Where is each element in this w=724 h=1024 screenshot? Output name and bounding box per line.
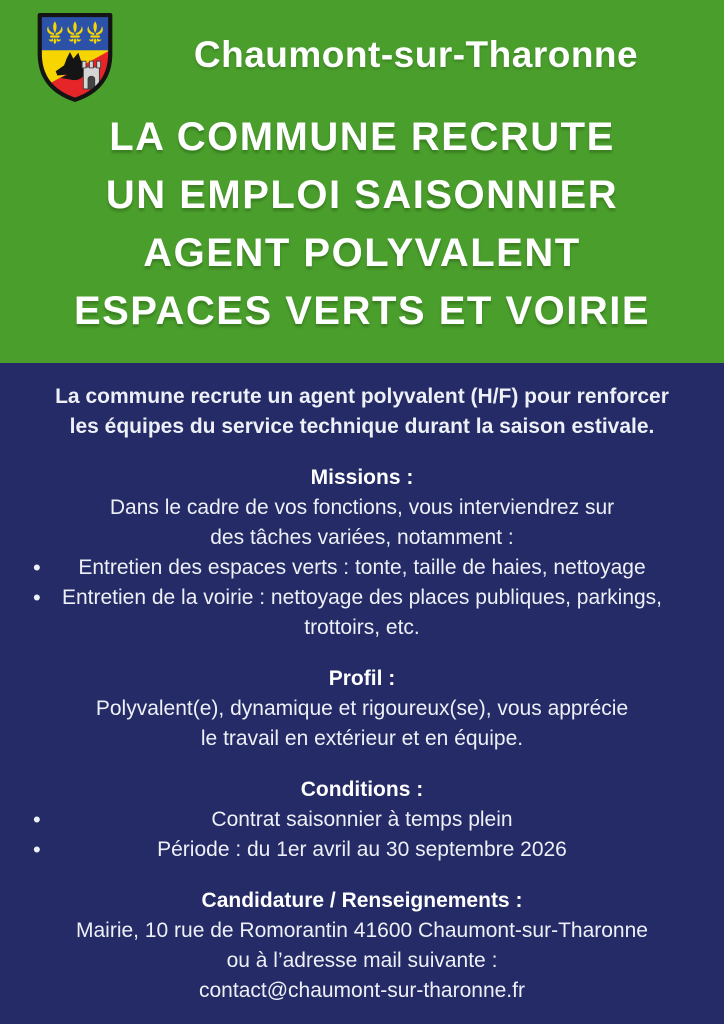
headline-line: AGENT POLYVALENT [143, 231, 581, 275]
condition-bullet-item [0, 805, 724, 835]
profil-line: le travail en extérieur et en équipe. [200, 727, 524, 750]
section-candidature [0, 886, 724, 1006]
section-profil [0, 664, 724, 754]
section-missions [0, 463, 724, 643]
intro-paragraph [0, 382, 724, 442]
bullet-text: trottoirs, etc. [304, 616, 420, 639]
headline-line: ESPACES VERTS ET VOIRIE [73, 289, 651, 333]
bullet-text: Période : du 1er avril au 30 septembre 2026 [157, 838, 567, 861]
headline-line: UN EMPLOI SAISONNIER [105, 173, 619, 217]
poster-header [0, 0, 724, 363]
coat-of-arms-icon [32, 10, 118, 104]
missions-title: Missions : [310, 466, 414, 489]
headline-line: LA COMMUNE RECRUTE [109, 115, 615, 159]
conditions-title: Conditions : [300, 778, 424, 801]
candidature-line: ou à l’adresse mail suivante : [226, 949, 498, 972]
candidature-line: Mairie, 10 rue de Romorantin 41600 Chaumont-sur-Tharonne [76, 919, 648, 942]
poster-headline [0, 108, 724, 340]
profil-line: Polyvalent(e), dynamique et rigoureux(se), vous apprécie [95, 697, 629, 720]
intro-line: les équipes du service technique durant la saison estivale. [69, 415, 655, 438]
missions-line: Dans le cadre de vos fonctions, vous interviendrez sur [109, 496, 615, 519]
mission-bullet-item [0, 553, 724, 583]
condition-bullet-item [0, 835, 724, 865]
contact-email: contact@chaumont-sur-tharonne.fr [199, 979, 525, 1002]
bullet-text: Entretien de la voirie : nettoyage des places publiques, parkings, [61, 586, 663, 609]
section-conditions [0, 775, 724, 865]
intro-line: La commune recrute un agent polyvalent (H/F) pour renforcer [55, 385, 669, 408]
profil-title: Profil : [328, 667, 396, 690]
bullet-icon: • [33, 585, 41, 610]
bullet-text: Entretien des espaces verts : tonte, taille de haies, nettoyage [78, 556, 646, 579]
bullet-icon: • [33, 807, 41, 832]
bullet-icon: • [33, 555, 41, 580]
commune-name: Chaumont-sur-Tharonne [193, 34, 639, 75]
poster-body [0, 363, 724, 1024]
bullet-icon: • [33, 837, 41, 862]
mission-bullet-item [0, 583, 724, 643]
candidature-title: Candidature / Renseignements : [201, 889, 523, 912]
missions-line: des tâches variées, notamment : [210, 526, 514, 549]
bullet-text: Contrat saisonnier à temps plein [211, 808, 513, 831]
